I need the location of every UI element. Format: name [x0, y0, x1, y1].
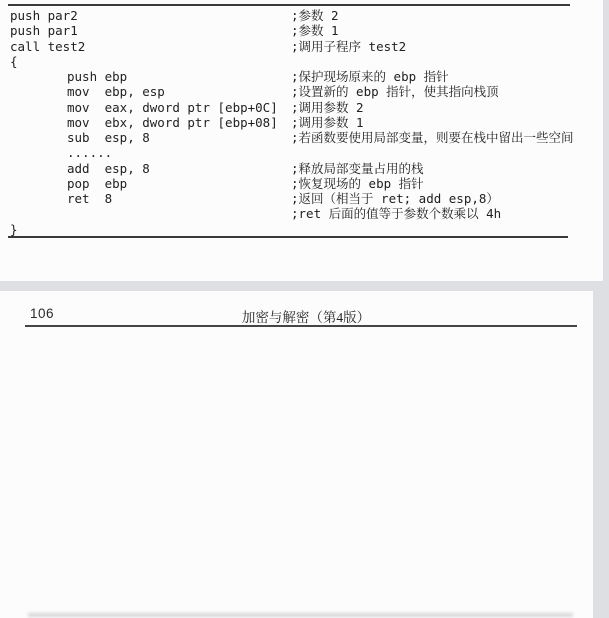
- code-instruction: push ebp: [67, 69, 128, 84]
- code-instruction: {: [10, 53, 18, 69]
- code-listing: [0, 8, 603, 237]
- code-line: [0, 39, 603, 54]
- header-rule: [25, 325, 577, 327]
- body-line: [30, 580, 586, 599]
- listing-top-rule: [8, 4, 570, 6]
- body-line: [30, 425, 586, 444]
- code-line: [0, 176, 603, 191]
- body-line: [30, 406, 586, 425]
- code-comment: ;调用参数 1: [291, 114, 364, 130]
- body-line: [30, 367, 586, 386]
- code-instruction: mov ebx, dword ptr [ebp+08]: [67, 114, 278, 130]
- code-line: [0, 206, 603, 221]
- code-line: [0, 115, 603, 130]
- listing-bottom-rule: [8, 236, 568, 238]
- code-comment: ;调用参数 2: [291, 99, 364, 115]
- code-comment: ;参数 1: [291, 23, 339, 39]
- body-line: [30, 503, 586, 522]
- body-line: [30, 464, 586, 483]
- code-instruction: mov eax, dword ptr [ebp+0C]: [67, 99, 278, 115]
- code-comment: ;参数 2: [291, 8, 339, 23]
- code-comment: ;若函数要使用局部变量，则要在栈中留出一些空间: [291, 130, 574, 145]
- page-number: 106: [30, 306, 55, 321]
- code-line: [0, 191, 603, 206]
- code-instruction: add esp, 8: [67, 160, 150, 176]
- code-instruction: ret 8: [67, 191, 113, 206]
- code-instruction: push par1: [10, 23, 78, 39]
- body-line: [30, 387, 586, 406]
- cutoff-next-line-hint: [28, 613, 573, 617]
- code-line: [0, 54, 603, 69]
- code-comment: ;调用子程序 test2: [291, 38, 407, 54]
- header-title: 加密与解密（第4版）: [241, 310, 371, 325]
- code-comment: ;设置新的 ebp 指针，使其指向栈顶: [291, 84, 499, 100]
- body-line: [30, 541, 586, 560]
- code-instruction: }: [10, 221, 18, 237]
- code-line: [0, 145, 603, 160]
- code-line: [0, 8, 603, 23]
- body-line: [30, 348, 586, 367]
- book-page: [0, 291, 593, 618]
- code-instruction: mov ebp, esp: [67, 84, 165, 100]
- code-instruction: pop ebp: [67, 175, 128, 191]
- code-line: [0, 23, 603, 38]
- code-line: [0, 84, 603, 99]
- code-comment: ;恢复现场的 ebp 指针: [291, 175, 424, 191]
- body-text: [30, 348, 586, 618]
- code-line: [0, 130, 603, 145]
- body-line: [30, 483, 586, 502]
- code-comment: ;返回（相当于 ret; add esp,8）: [291, 191, 499, 206]
- code-line: [0, 161, 603, 176]
- body-line: [30, 445, 586, 464]
- code-line: [0, 222, 603, 237]
- body-line: [30, 561, 586, 580]
- body-line: [30, 522, 586, 541]
- code-instruction: push par2: [10, 8, 78, 23]
- code-instruction: ......: [67, 145, 113, 161]
- code-listing-page: [0, 0, 603, 281]
- code-comment: ;ret 后面的值等于参数个数乘以 4h: [291, 206, 502, 222]
- code-line: [0, 69, 603, 84]
- code-instruction: call test2: [10, 38, 86, 54]
- code-instruction: sub esp, 8: [67, 130, 150, 145]
- code-line: [0, 100, 603, 115]
- code-comment: ;保护现场原来的 ebp 指针: [291, 69, 449, 84]
- code-comment: ;释放局部变量占用的栈: [291, 160, 424, 176]
